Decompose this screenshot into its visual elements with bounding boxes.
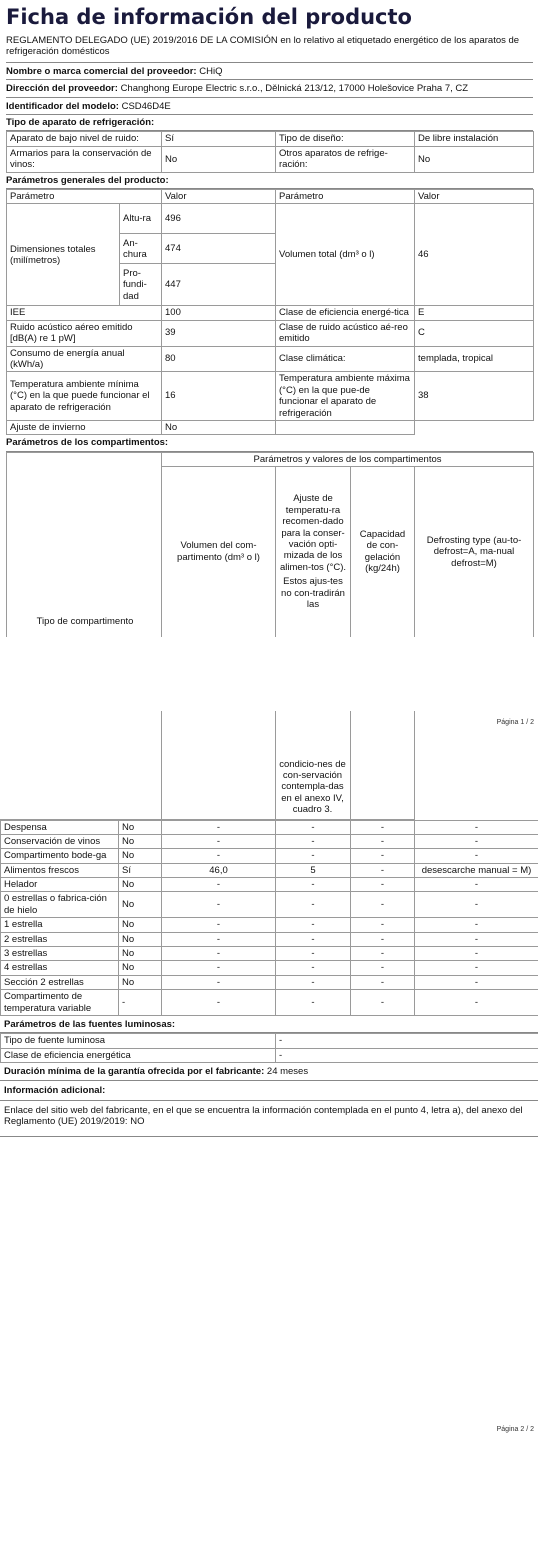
additional-row xyxy=(0,1101,538,1137)
param-header-2: Parámetro xyxy=(276,190,415,204)
compartment-freeze: - xyxy=(351,892,415,918)
height-value: 496 xyxy=(162,204,276,234)
compartment-temp: - xyxy=(276,849,351,863)
compartment-name: 0 estrellas o fabrica-ción de hielo xyxy=(1,892,119,918)
compartment-volume: - xyxy=(162,932,276,946)
page-number-1: Página 1 / 2 xyxy=(496,719,534,726)
type-header: Tipo de compartimento xyxy=(36,616,134,627)
param-header: Parámetro xyxy=(7,190,162,204)
compartment-defrost: desescarche manual = M) xyxy=(415,863,538,877)
volume-header: Volumen del com-partimento (dm³ o l) xyxy=(162,467,276,637)
light-type-value: - xyxy=(276,1034,538,1048)
regulation-text: REGLAMENTO DELEGADO (UE) 2019/2016 DE LA COMISIÓN en lo relativo al etiquetado energético de los aparatos de refrigeración domésticos xyxy=(6,35,533,63)
compartments-heading: Parámetros de los compartimentos: xyxy=(6,435,533,451)
temp-header-text-1: Ajuste de temperatu-ra recomen-dado para la conser-vación opti-mizada de los alimen-tos (°C). xyxy=(279,493,347,573)
compartment-temp: - xyxy=(276,878,351,892)
dimensions-label: Dimensiones totales (milímetros) xyxy=(7,204,120,306)
address-label: Dirección del proveedor: xyxy=(6,83,118,95)
page-two xyxy=(0,711,538,1137)
compartment-volume: - xyxy=(162,990,276,1016)
compartment-defrost: - xyxy=(415,834,538,848)
low-noise-label: Aparato de bajo nivel de ruido: xyxy=(7,132,162,146)
compartment-temp: 5 xyxy=(276,863,351,877)
temp-header-part1 xyxy=(276,467,351,637)
compartment-defrost: - xyxy=(415,990,538,1016)
empty-cell xyxy=(414,711,418,819)
compartment-volume: 46,0 xyxy=(162,863,276,877)
low-noise-value: Sí xyxy=(162,132,276,146)
compartment-volume: - xyxy=(162,878,276,892)
compartment-defrost: - xyxy=(415,961,538,975)
width-label: An-chura xyxy=(120,234,162,264)
page-number-2: Página 2 / 2 xyxy=(496,1426,534,1433)
compartment-freeze: - xyxy=(351,820,415,834)
climate-label: Clase climática: xyxy=(276,346,415,372)
compartment-freeze: - xyxy=(351,863,415,877)
compartment-present: No xyxy=(119,918,162,932)
temp-header-text-2: Estos ajus-tes no con-tradirán las xyxy=(281,576,345,610)
compartment-row xyxy=(1,834,538,848)
empty-cell xyxy=(350,711,414,819)
energy-value: 80 xyxy=(162,346,276,372)
compartment-name: Alimentos frescos xyxy=(1,863,119,877)
design-label: Tipo de diseño: xyxy=(276,132,415,146)
compartment-params-header: Parámetros y valores de los compartimentos xyxy=(162,452,534,466)
compartment-row xyxy=(1,849,538,863)
compartment-freeze: - xyxy=(351,849,415,863)
wine-label: Armarios para la conservación de vinos: xyxy=(7,146,162,172)
compartment-row xyxy=(1,863,538,877)
compartment-name: Compartimento de temperatura variable xyxy=(1,990,119,1016)
depth-label: Pro-fundi-dad xyxy=(120,264,162,306)
compartment-defrost: - xyxy=(415,947,538,961)
compartment-temp: - xyxy=(276,990,351,1016)
design-value: De libre instalación xyxy=(415,132,534,146)
address-row xyxy=(6,80,533,97)
compartment-temp: - xyxy=(276,892,351,918)
compartment-present: No xyxy=(119,878,162,892)
general-table xyxy=(6,189,534,435)
height-label: Altu-ra xyxy=(120,204,162,234)
compartment-freeze: - xyxy=(351,961,415,975)
compartment-present: No xyxy=(119,849,162,863)
eff-class-value: E xyxy=(415,306,534,320)
compartment-defrost: - xyxy=(415,878,538,892)
model-row xyxy=(6,98,533,115)
eff-class-label: Clase de eficiencia energé-tica xyxy=(276,306,415,320)
compartment-freeze: - xyxy=(351,990,415,1016)
compartment-name: 1 estrella xyxy=(1,918,119,932)
compartment-defrost: - xyxy=(415,849,538,863)
empty-cell xyxy=(415,420,534,434)
supplier-value: CHiQ xyxy=(199,65,223,77)
compartment-temp: - xyxy=(276,820,351,834)
model-label: Identificador del modelo: xyxy=(6,100,119,112)
compartment-row xyxy=(1,820,538,834)
model-value: CSD46D4E xyxy=(121,100,171,112)
empty-cell xyxy=(161,711,275,819)
warranty-row xyxy=(0,1063,538,1080)
general-heading: Parámetros generales del producto: xyxy=(6,173,533,189)
empty-cell xyxy=(276,420,415,434)
compartment-name: Sección 2 estrellas xyxy=(1,975,119,989)
compartment-temp: - xyxy=(276,975,351,989)
compartment-volume: - xyxy=(162,918,276,932)
compartment-freeze: - xyxy=(351,975,415,989)
compartment-row xyxy=(1,947,538,961)
appliance-type-heading: Tipo de aparato de refrigeración: xyxy=(6,115,533,131)
compartment-row xyxy=(1,975,538,989)
defrost-header: Defrosting type (au-to-defrost=A, ma-nual defrost=M) xyxy=(415,467,534,637)
noise-class-value: C xyxy=(415,320,534,346)
tmin-label: Temperatura ambiente mínima (°C) en la que puede funcionar el aparato de refrigeración xyxy=(7,372,162,421)
compartments-header-table xyxy=(6,452,534,637)
iee-value: 100 xyxy=(162,306,276,320)
compartment-row xyxy=(1,892,538,918)
compartment-temp: - xyxy=(276,932,351,946)
compartment-name: Helador xyxy=(1,878,119,892)
compartment-row xyxy=(1,961,538,975)
compartment-defrost: - xyxy=(415,820,538,834)
address-value: Changhong Europe Electric s.r.o., Dělnická 213/12, 17000 Holešovice Praha 7, CZ xyxy=(120,83,469,95)
compartment-freeze: - xyxy=(351,918,415,932)
compartments-header-cont xyxy=(0,711,418,820)
additional-text: Enlace del sitio web del fabricante, en el que se encuentra la información contemplada en el punto 4, letra a), del anexo del Reglamento (UE) 2019/2019: xyxy=(4,1104,523,1128)
value-header-2: Valor xyxy=(415,190,534,204)
light-heading: Parámetros de las fuentes luminosas: xyxy=(0,1017,538,1033)
value-header: Valor xyxy=(162,190,276,204)
compartment-volume: - xyxy=(162,892,276,918)
compartment-defrost: - xyxy=(415,918,538,932)
supplier-row xyxy=(6,63,533,80)
compartment-volume: - xyxy=(162,975,276,989)
noise-class-label: Clase de ruido acústico aé-reo emitido xyxy=(276,320,415,346)
additional-value: NO xyxy=(130,1116,145,1128)
compartment-volume: - xyxy=(162,834,276,848)
noise-label: Ruido acústico aéreo emitido [dB(A) re 1 pW] xyxy=(7,320,162,346)
compartment-present: No xyxy=(119,961,162,975)
light-class-label: Clase de eficiencia energética xyxy=(1,1048,276,1062)
noise-value: 39 xyxy=(162,320,276,346)
additional-heading: Información adicional: xyxy=(0,1081,538,1101)
compartment-volume: - xyxy=(162,947,276,961)
freeze-header: Capacidad de con-gelación (kg/24h) xyxy=(351,467,415,637)
compartment-temp: - xyxy=(276,834,351,848)
compartment-freeze: - xyxy=(351,878,415,892)
tmax-label: Temperatura ambiente máxima (°C) en la que pue-de funcionar el aparato de refrigeración xyxy=(276,372,415,421)
compartment-present: Sí xyxy=(119,863,162,877)
light-table xyxy=(0,1033,538,1063)
tmin-value: 16 xyxy=(162,372,276,421)
other-value: No xyxy=(415,146,534,172)
page-title: Ficha de información del producto xyxy=(6,5,412,29)
empty-cell xyxy=(7,452,162,636)
compartment-freeze: - xyxy=(351,834,415,848)
other-label: Otros aparatos de refrige-ración: xyxy=(276,146,415,172)
compartment-temp: - xyxy=(276,947,351,961)
tmax-value: 38 xyxy=(415,372,534,421)
compartments-table xyxy=(0,820,538,1016)
compartment-name: 4 estrellas xyxy=(1,961,119,975)
compartment-row xyxy=(1,990,538,1016)
width-value: 474 xyxy=(162,234,276,264)
compartment-row xyxy=(1,878,538,892)
compartment-name: Compartimento bode-ga xyxy=(1,849,119,863)
compartment-present: No xyxy=(119,932,162,946)
compartment-temp: - xyxy=(276,918,351,932)
empty-cell xyxy=(0,711,161,819)
energy-label: Consumo de energía anual (kWh/a) xyxy=(7,346,162,372)
compartment-present: No xyxy=(119,834,162,848)
winter-label: Ajuste de invierno xyxy=(7,420,162,434)
compartment-row xyxy=(1,932,538,946)
compartment-volume: - xyxy=(162,849,276,863)
compartment-freeze: - xyxy=(351,932,415,946)
winter-value: No xyxy=(162,420,276,434)
temp-header-part2: condicio-nes de con-servación contempla-das en el anexo IV, cuadro 3. xyxy=(275,711,350,819)
climate-value: templada, tropical xyxy=(415,346,534,372)
warranty-value: 24 meses xyxy=(266,1066,309,1078)
product-sheet xyxy=(6,6,533,637)
compartment-name: 2 estrellas xyxy=(1,932,119,946)
volume-value: 46 xyxy=(415,204,534,306)
compartment-defrost: - xyxy=(415,975,538,989)
compartment-defrost: - xyxy=(415,932,538,946)
compartment-freeze: - xyxy=(351,947,415,961)
compartment-volume: - xyxy=(162,820,276,834)
compartment-volume: - xyxy=(162,961,276,975)
compartment-present: No xyxy=(119,947,162,961)
compartment-name: 3 estrellas xyxy=(1,947,119,961)
depth-value: 447 xyxy=(162,264,276,306)
iee-label: IEE xyxy=(7,306,162,320)
compartment-row xyxy=(1,918,538,932)
light-class-value: - xyxy=(276,1048,538,1062)
compartment-present: No xyxy=(119,820,162,834)
compartment-name: Despensa xyxy=(1,820,119,834)
warranty-label: Duración mínima de la garantía ofrecida por el fabricante: xyxy=(4,1066,265,1078)
compartment-temp: - xyxy=(276,961,351,975)
compartment-present: - xyxy=(119,990,162,1016)
supplier-label: Nombre o marca comercial del proveedor: xyxy=(6,65,197,77)
wine-value: No xyxy=(162,146,276,172)
light-type-label: Tipo de fuente luminosa xyxy=(1,1034,276,1048)
appliance-type-table xyxy=(6,131,534,172)
compartment-present: No xyxy=(119,975,162,989)
compartment-name: Conservación de vinos xyxy=(1,834,119,848)
volume-label: Volumen total (dm³ o l) xyxy=(276,204,415,306)
compartment-defrost: - xyxy=(415,892,538,918)
compartment-present: No xyxy=(119,892,162,918)
